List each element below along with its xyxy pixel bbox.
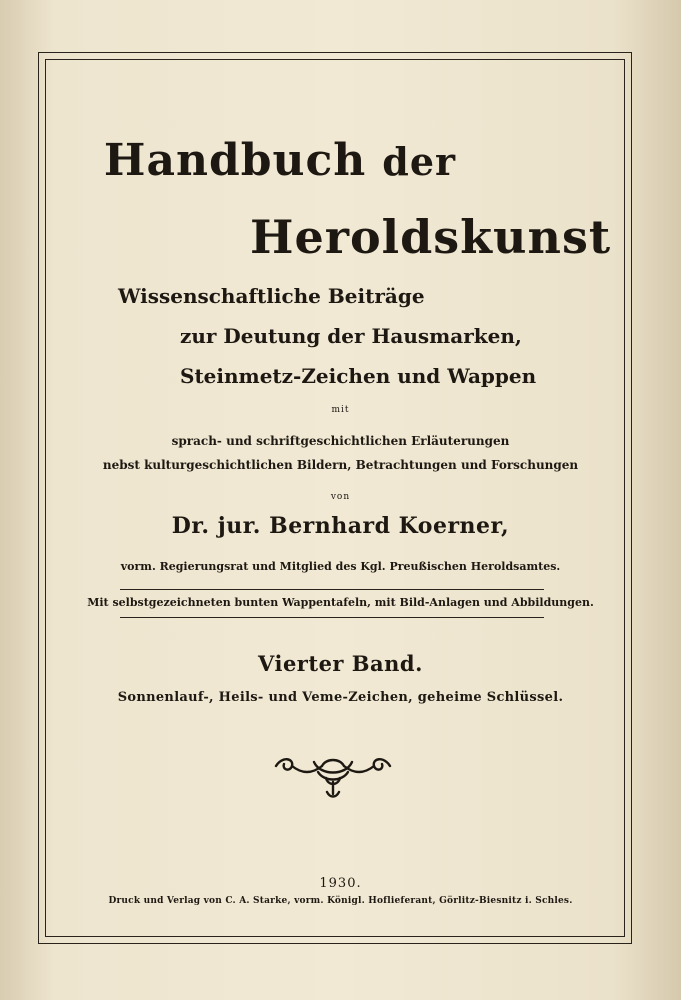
plates-note: Mit selbstgezeichneten bunten Wappentafeln, mit Bild-Anlagen und Abbildungen. — [87, 596, 594, 609]
description-line-1: sprach- und schriftgeschichtlichen Erläuterungen — [171, 434, 510, 448]
volume-subtitle: Sonnenlauf-, Heils- und Veme-Zeichen, geheime Schlüssel. — [117, 690, 564, 705]
publisher-imprint: Druck und Verlag von C. A. Starke, vorm. Königl. Hoflieferant, Görlitz-Biesnitz i. Schles. — [108, 896, 573, 906]
connector-von: von — [330, 492, 351, 502]
connector-mit: mit — [331, 405, 350, 415]
divider-bottom — [120, 617, 544, 618]
author-role: vorm. Regierungsrat und Mitglied des Kgl. Preußischen Heroldsamtes. — [120, 560, 561, 573]
subtitle-line-1: Wissenschaftliche Beiträge — [118, 284, 425, 308]
author-name: Dr. jur. Bernhard Koerner, — [171, 513, 510, 539]
description-line-2: nebst kulturgeschichtlichen Bildern, Betrachtungen und Forschungen — [102, 458, 579, 472]
main-title-article: der — [382, 139, 457, 184]
main-title-line-1 — [0, 135, 560, 186]
scroll-ornament-icon — [272, 752, 394, 800]
publication-year: 1930. — [319, 876, 362, 891]
divider-top — [120, 589, 544, 590]
main-title-line-2: Heroldskunst — [250, 210, 612, 264]
volume-title: Vierter Band. — [258, 651, 423, 676]
main-title-word: Handbuch — [103, 135, 367, 186]
subtitle-line-2: zur Deutung der Hausmarken, — [180, 324, 522, 348]
subtitle-line-3: Steinmetz-Zeichen und Wappen — [180, 364, 537, 388]
